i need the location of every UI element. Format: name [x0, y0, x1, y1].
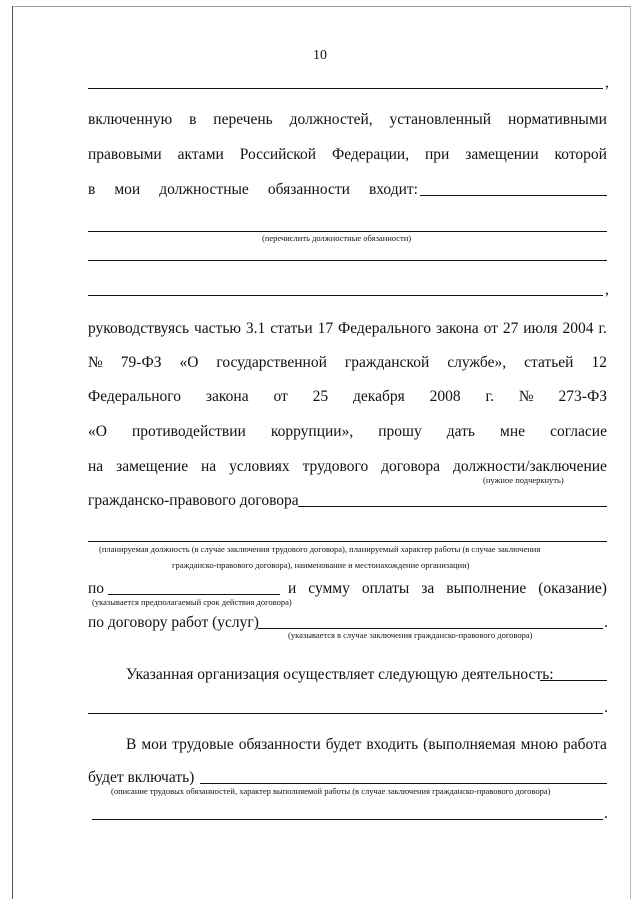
word: при: [424, 146, 450, 163]
word: 2004: [562, 320, 594, 337]
word: нормативными: [507, 111, 607, 128]
word: сумму: [308, 580, 350, 597]
word: замещение: [116, 458, 189, 475]
p2-row2: [88, 354, 607, 372]
period: .: [604, 614, 608, 631]
word: выполнение: [446, 580, 527, 597]
civil-caption: (указывается в случае заключения гражданско-правового договора): [288, 630, 533, 640]
word: будет: [325, 736, 362, 753]
word: которой: [554, 146, 607, 163]
p2-row8: по договору работ (услуг): [88, 614, 259, 631]
word: гражданской: [344, 354, 430, 371]
word: правовыми: [88, 146, 162, 163]
activity-fill-line: [540, 680, 607, 681]
position-caption-2: гражданско-правового договора), наименование и местонахождение организации): [172, 560, 470, 570]
fill-line: [88, 88, 603, 89]
p2-row4: [88, 423, 607, 441]
fill-line: [92, 819, 603, 820]
term-fill-line: [108, 594, 280, 595]
word: 273-ФЗ: [558, 388, 607, 405]
word: перечень: [213, 111, 273, 128]
word: мною: [520, 736, 559, 753]
word: 12: [591, 354, 607, 371]
p2-row1: [88, 320, 607, 338]
word: мне: [500, 423, 526, 440]
word: противодействии: [132, 423, 246, 440]
civil-fill-line: [258, 628, 603, 629]
word: трудовые: [172, 736, 234, 753]
position-caption-1: (планируемая должность (в случае заключения трудового договора), планируемый характер работы (в случае заключения: [99, 544, 541, 554]
comma: ,: [605, 74, 609, 91]
word: Федерации,: [332, 146, 410, 163]
word: 2008: [429, 388, 461, 405]
word: коррупции»,: [270, 423, 354, 440]
word: за: [421, 580, 435, 597]
word: (оказание): [538, 580, 607, 597]
word: согласие: [550, 423, 607, 440]
word: договора: [381, 458, 441, 475]
term-caption: (указывается предполагаемый срок действия договора): [92, 597, 292, 607]
word: должностей,: [289, 111, 373, 128]
word: Федерального: [88, 388, 182, 405]
p2-row5: [88, 458, 607, 476]
fill-line: [88, 260, 607, 261]
word: г.: [598, 320, 607, 337]
word: 25: [312, 388, 329, 405]
word: В: [126, 736, 137, 753]
word: обязанности: [267, 181, 350, 198]
word: руководствуясь: [88, 320, 190, 337]
word: входить: [366, 736, 419, 753]
word: (выполняемая: [423, 736, 516, 753]
position-line: [88, 541, 607, 542]
word: 27: [502, 320, 519, 337]
contract-fill-line: [298, 506, 607, 507]
duties-caption: (перечислить должностные обязанности): [262, 233, 412, 243]
page-number: 10: [313, 48, 327, 63]
p4-caption: (описание трудовых обязанностей, характер выполняемой работы (в случае заключения гражданско-правового договора): [111, 786, 551, 796]
period: .: [604, 699, 608, 716]
word: статьей: [524, 354, 574, 371]
duties-fill-line: [420, 195, 607, 196]
word: мои: [114, 181, 141, 198]
p1-row2: [88, 146, 607, 164]
word: установленный: [389, 111, 492, 128]
p4-row2: будет включать): [88, 769, 195, 786]
word: частью: [194, 320, 241, 337]
word: 79-ФЗ: [120, 354, 162, 371]
word: замещении: [465, 146, 539, 163]
word: от: [273, 388, 288, 405]
word: 3.1: [245, 320, 266, 337]
word: г.: [485, 388, 494, 405]
word: должности/заключение: [452, 458, 607, 475]
word: на: [88, 458, 104, 475]
duties-line: [88, 231, 607, 232]
word: трудового: [302, 458, 369, 475]
word: Федерального: [338, 320, 432, 337]
p1-row3: [88, 181, 418, 199]
word: условиях: [229, 458, 290, 475]
word: закона: [435, 320, 479, 337]
word: от: [483, 320, 498, 337]
word: на: [200, 458, 217, 475]
p1-row1: [88, 111, 607, 129]
word: входит:: [368, 181, 418, 198]
word: актами: [177, 146, 224, 163]
duties-desc-fill-line: [200, 783, 607, 784]
word: июля: [523, 320, 558, 337]
word: обязанности: [238, 736, 321, 753]
page-border: [12, 6, 631, 899]
word: по: [88, 580, 105, 597]
p4-row1: [126, 736, 607, 754]
word: №: [518, 388, 534, 405]
word: 17: [317, 320, 334, 337]
word: декабря: [353, 388, 405, 405]
word: Российской: [239, 146, 317, 163]
comma: ,: [605, 281, 609, 298]
word: и: [288, 580, 297, 597]
word: дать: [446, 423, 475, 440]
activity-line: [88, 713, 603, 714]
word: закона: [205, 388, 249, 405]
word: «О: [88, 423, 107, 440]
p2-row6: гражданско-правового договора: [88, 492, 299, 509]
word: статьи: [270, 320, 313, 337]
period: .: [604, 805, 608, 822]
word: «О: [179, 354, 199, 371]
fill-line: [88, 295, 603, 296]
word: оплаты: [361, 580, 410, 597]
p2-row3: [88, 388, 607, 406]
word: должностные: [159, 181, 249, 198]
word: работа: [563, 736, 607, 753]
word: службе»,: [447, 354, 507, 371]
word: №: [88, 354, 103, 371]
word: в: [189, 111, 197, 128]
word: включенную: [88, 111, 173, 128]
word: мои: [141, 736, 168, 753]
word: прошу: [378, 423, 422, 440]
word: государственной: [216, 354, 327, 371]
word: в: [88, 181, 96, 198]
p2-row7: [288, 580, 607, 598]
underline-caption: (нужное подчеркнуть): [483, 475, 564, 485]
p3-text: Указанная организация осуществляет следующую деятельность:: [126, 666, 554, 683]
